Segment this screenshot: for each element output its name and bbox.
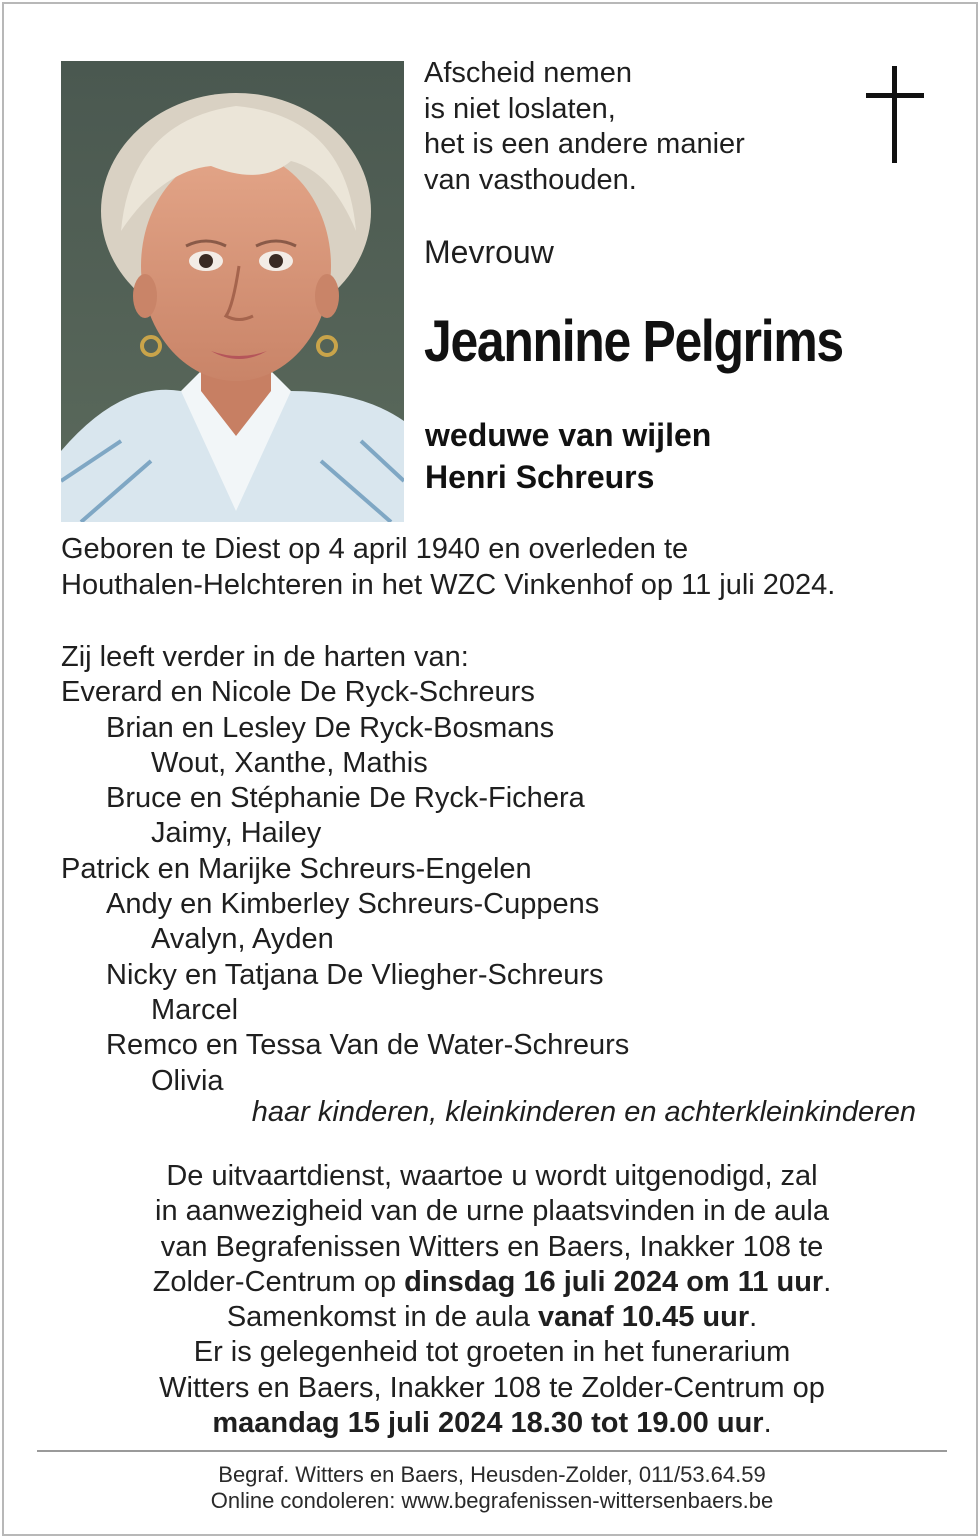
service-line xyxy=(4,1300,980,1335)
birth-death-text xyxy=(61,532,835,603)
online-condolence: Online condoleren: www.begrafenissen-wittersenbaers.be xyxy=(210,1488,774,1513)
service-line: van Begrafenissen Witters en Baers, Inakker 108 te xyxy=(160,1230,824,1263)
family-member: Brian en Lesley De Ryck-Bosmans xyxy=(106,711,555,744)
divider xyxy=(37,1450,947,1452)
spouse-line: Henri Schreurs xyxy=(425,459,655,495)
family-member: Wout, Xanthe, Mathis xyxy=(151,746,428,779)
service-line xyxy=(4,1265,980,1300)
family-member: Andy en Kimberley Schreurs-Cuppens xyxy=(106,888,600,921)
service-text: . xyxy=(823,1265,832,1298)
service-line: in aanwezigheid van de urne plaatsvinden in de aula xyxy=(155,1195,829,1228)
salutation: Mevrouw xyxy=(424,234,554,270)
family-member: Everard en Nicole De Ryck-Schreurs xyxy=(61,676,535,709)
service-line: Er is gelegenheid tot groeten in het funerarium xyxy=(193,1336,791,1369)
latin-cross-icon xyxy=(866,66,924,163)
service-line xyxy=(4,1406,980,1441)
quote-line: van vasthouden. xyxy=(424,163,637,196)
funeral-home-contact: Begraf. Witters en Baers, Heusden-Zolder, 011/53.64.59 xyxy=(218,1462,766,1487)
portrait-illustration xyxy=(61,61,404,522)
service-text: . xyxy=(763,1407,772,1440)
service-line: Witters en Baers, Inakker 108 te Zolder-Centrum op xyxy=(159,1371,825,1404)
footer xyxy=(4,1462,980,1514)
portrait-photo xyxy=(61,61,404,522)
service-text: Zolder-Centrum op xyxy=(152,1265,405,1298)
family-list xyxy=(61,640,629,1099)
quote-line: Afscheid nemen xyxy=(424,57,632,89)
service-text: Samenkomst in de aula xyxy=(226,1301,538,1334)
service-details xyxy=(4,1159,980,1441)
quote-line: is niet loslaten, xyxy=(424,92,616,125)
farewell-quote xyxy=(424,56,745,198)
family-relation: haar kinderen, kleinkinderen en achterkleinkinderen xyxy=(251,1096,916,1128)
family-member: Avalyn, Ayden xyxy=(151,923,334,956)
service-text: . xyxy=(749,1301,758,1334)
visitation-time: maandag 15 juli 2024 18.30 tot 19.00 uur xyxy=(212,1407,764,1440)
quote-line: het is een andere manier xyxy=(424,128,745,160)
family-member: Nicky en Tatjana De Vliegher-Schreurs xyxy=(106,958,604,991)
family-member: Patrick en Marijke Schreurs-Engelen xyxy=(61,852,532,885)
gathering-time: vanaf 10.45 uur xyxy=(537,1301,750,1334)
obituary-card xyxy=(2,2,978,1536)
spouse-line: weduwe van wijlen xyxy=(425,417,712,453)
family-member: Remco en Tessa Van de Water-Schreurs xyxy=(106,1029,630,1062)
spouse-info xyxy=(425,414,711,498)
family-member: Bruce en Stéphanie De Ryck-Fichera xyxy=(106,782,585,815)
family-intro: Zij leeft verder in de harten van: xyxy=(61,641,469,673)
service-date: dinsdag 16 juli 2024 om 11 uur xyxy=(404,1265,824,1298)
deceased-name: Jeannine Pelgrims xyxy=(424,309,843,374)
family-member: Jaimy, Hailey xyxy=(151,817,322,850)
service-line: De uitvaartdienst, waartoe u wordt uitgenodigd, zal xyxy=(166,1160,818,1192)
birth-death-line: Houthalen-Helchteren in het WZC Vinkenhof op 11 juli 2024. xyxy=(61,568,836,601)
birth-death-line: Geboren te Diest op 4 april 1940 en overleden te xyxy=(61,533,689,565)
family-member: Marcel xyxy=(151,993,239,1026)
family-member: Olivia xyxy=(151,1064,224,1097)
